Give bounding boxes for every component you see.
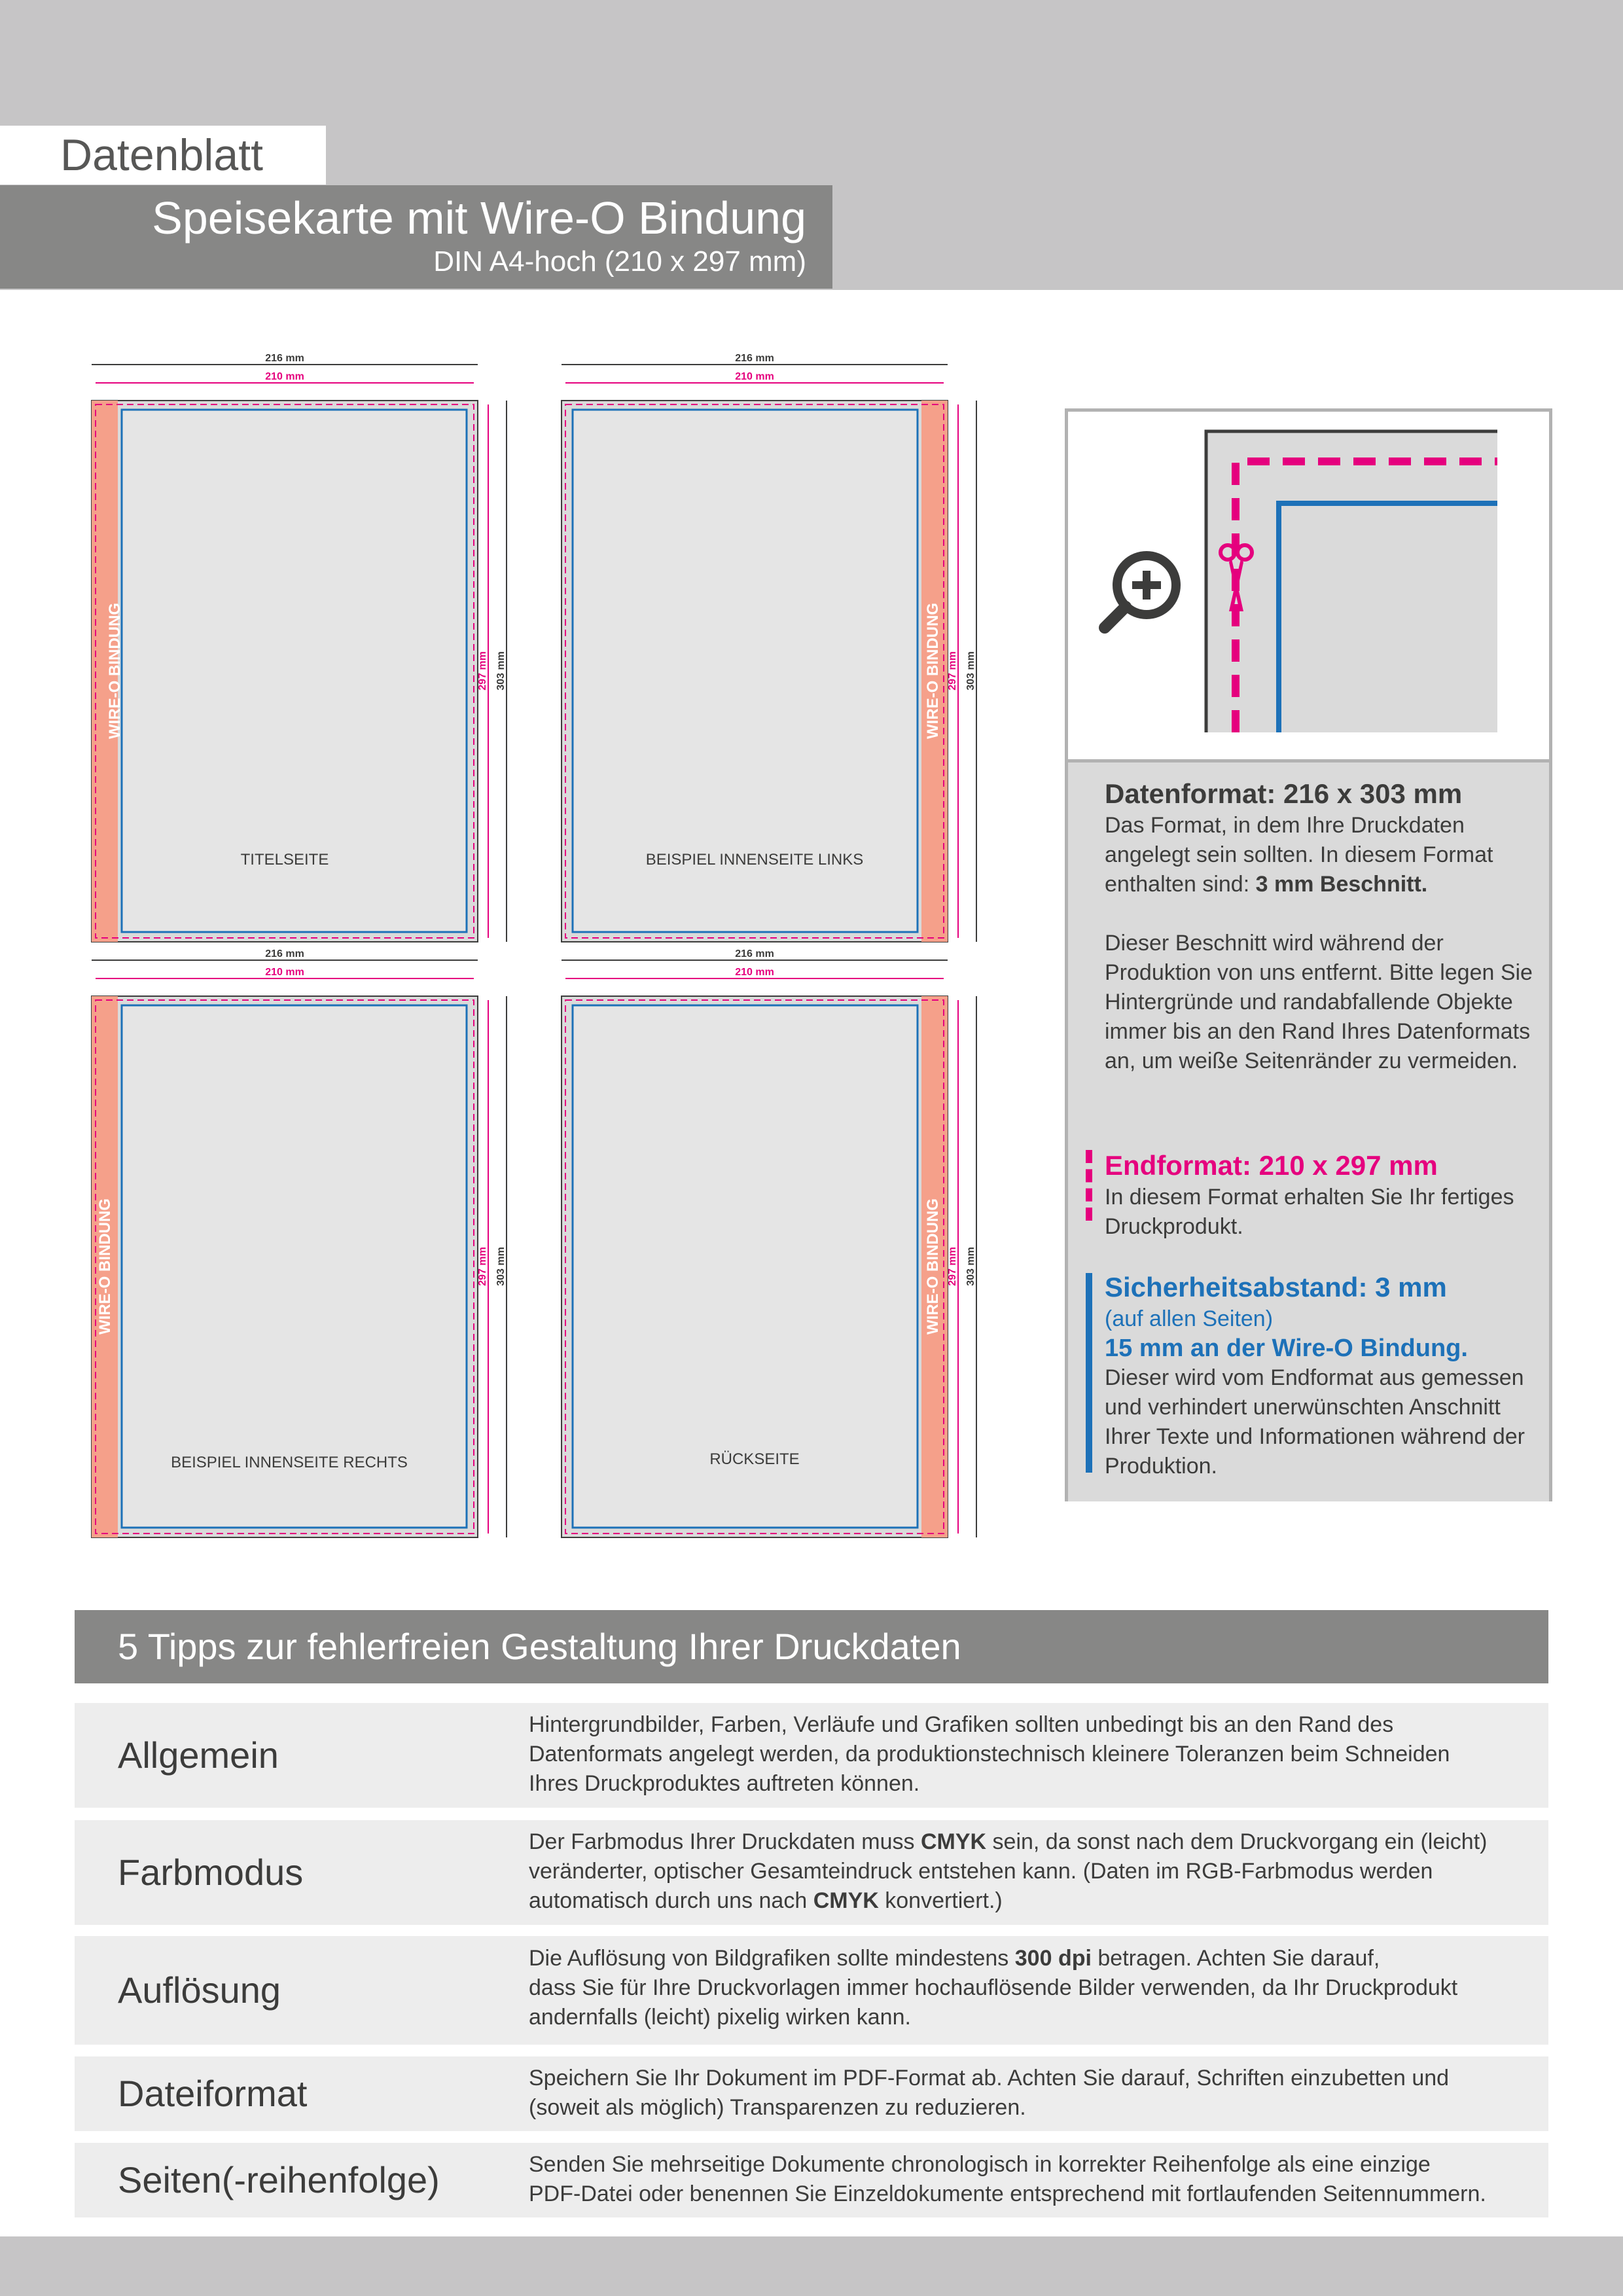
tip-text: Der Farbmodus Ihrer Druckdaten muss CMYK sein, da sonst nach dem Druckvorgang ein (leicht) veränderter, optischer Gesamteindruck entstehen kann. (Daten im RGB-Farbmodus werden automatisch durch uns nach CMYK konvertiert.): [529, 1829, 1488, 1913]
datenformat-text: Das Format, in dem Ihre Druckdaten angelegt sein sollten. In diesem Format enthalten sind: 3 mm Beschnitt.: [1105, 813, 1493, 897]
magnifier-plus-icon: [1105, 556, 1176, 628]
page-title: Speisekarte mit Wire-O Bindung: [152, 192, 806, 243]
dim-297-label: 297 mm: [477, 651, 488, 691]
wire-o-label: WIRE-O BINDUNG: [96, 1198, 114, 1335]
sheet-innenseite-links: [555, 350, 993, 949]
sheet-innenseite-rechts: [85, 946, 524, 1545]
tip-text: Hintergrundbilder, Farben, Verläufe und Grafiken sollten unbedingt bis an den Rand des Datenformats angelegt werden, da produktionstechnisch kleinere Toleranzen beim Schneiden Ihres Druckproduktes auftreten können.: [529, 1712, 1450, 1796]
datenformat-block: [1105, 777, 1543, 1076]
tip-row-aufloesung: [75, 1936, 1548, 2045]
endformat-block: [1105, 1149, 1543, 1242]
dim-297-label: 297 mm: [947, 1247, 958, 1286]
sicherheit-text: Dieser wird vom Endformat aus gemessen und verhindert unerwünschten Anschnitt Ihrer Texte und Informationen während der Produktion.: [1105, 1365, 1525, 1479]
dim-297-label: 297 mm: [947, 651, 958, 691]
wire-o-label: WIRE-O BINDUNG: [924, 603, 942, 739]
page-label: TITELSEITE: [240, 851, 329, 869]
safe-area: [122, 1005, 467, 1528]
dim-210-label: 210 mm: [265, 967, 304, 978]
sicherheit-bold: 15 mm an der Wire-O Bindung.: [1105, 1335, 1468, 1362]
endformat-marker: [1086, 1150, 1099, 1221]
zoom-detail: [1068, 412, 1549, 757]
page-label: RÜCKSEITE: [709, 1450, 800, 1468]
page-label: BEISPIEL INNENSEITE RECHTS: [171, 1454, 408, 1471]
dim-303-label: 303 mm: [965, 651, 976, 691]
page-subtitle: DIN A4-hoch (210 x 297 mm): [433, 245, 806, 278]
page-label: BEISPIEL INNENSEITE LINKS: [645, 851, 864, 869]
dim-height: [477, 401, 507, 942]
datenformat-text-2: Dieser Beschnitt wird während der Produktion von uns entfernt. Bitte legen Sie Hintergründe und randabfallende Objekte immer bis an den Rand Ihres Datenformats an, um weiße Seitenränder zu vermeiden.: [1105, 931, 1533, 1073]
datenformat-title: Datenformat: 216 x 303 mm: [1105, 778, 1463, 809]
dim-210-label: 210 mm: [735, 967, 774, 978]
endformat-title: Endformat: 210 x 297 mm: [1105, 1150, 1438, 1181]
datenblatt-tab: Datenblatt: [0, 126, 326, 185]
sicherheit-sub: (auf allen Seiten): [1105, 1306, 1274, 1331]
tip-row-allgemein: [75, 1703, 1548, 1808]
dim-216-label: 216 mm: [735, 948, 774, 960]
tip-title: Dateiformat: [118, 2073, 308, 2114]
tip-row-dateiformat: [75, 2056, 1548, 2131]
sicherheit-marker: [1086, 1273, 1092, 1473]
tip-title: Auflösung: [118, 1969, 281, 2011]
sheet-titelseite: [85, 350, 524, 949]
tip-title: Allgemein: [118, 1734, 279, 1776]
dim-216-label: 216 mm: [265, 948, 304, 960]
dim-210-label: 210 mm: [265, 371, 304, 382]
tip-text: Die Auflösung von Bildgrafiken sollte mindestens 300 dpi betragen. Achten Sie darauf, dass Sie für Ihre Druckvorlagen immer hochauflösende Bilder verwenden, da Ihr Druckprodukt andernfalls (leicht) pixelig wirken kann.: [529, 1946, 1458, 2030]
endformat-text: In diesem Format erhalten Sie Ihr fertiges Druckprodukt.: [1105, 1185, 1514, 1239]
dim-width-outer: [92, 353, 478, 365]
wire-o-label: WIRE-O BINDUNG: [106, 603, 124, 739]
dim-303-label: 303 mm: [965, 1247, 976, 1286]
title-box: [0, 185, 832, 289]
tip-row-seiten: [75, 2143, 1548, 2217]
tip-title: Farbmodus: [118, 1852, 304, 1893]
dim-303-label: 303 mm: [495, 1247, 507, 1286]
bottom-band: [0, 2236, 1623, 2296]
tip-text: Senden Sie mehrseitige Dokumente chronologisch in korrekter Reihenfolge als eine einzige PDF-Datei oder benennen Sie Einzeldokumente entsprechend mit fortlaufenden Seitennummern.: [529, 2152, 1486, 2206]
corner-detail-illustration: [1068, 412, 1549, 757]
dim-width-inner: [96, 371, 474, 383]
sicherheit-block: [1105, 1270, 1543, 1481]
dim-216-label: 216 mm: [735, 353, 774, 364]
tip-text: Speichern Sie Ihr Dokument im PDF-Format ab. Achten Sie darauf, Schriften einzubetten und (soweit als möglich) Transparenzen zu reduzieren.: [529, 2066, 1450, 2120]
tip-title: Seiten(-reihenfolge): [118, 2159, 440, 2200]
sicherheit-title: Sicherheitsabstand: 3 mm: [1105, 1272, 1447, 1302]
dim-303-label: 303 mm: [495, 651, 507, 691]
tips-header: 5 Tipps zur fehlerfreien Gestaltung Ihrer Druckdaten: [75, 1610, 1548, 1683]
wire-o-label: WIRE-O BINDUNG: [924, 1198, 942, 1335]
sheet-rueckseite: [555, 946, 993, 1545]
info-text-area: [1068, 759, 1549, 1501]
dim-210-label: 210 mm: [735, 371, 774, 382]
tip-row-farbmodus: [75, 1820, 1548, 1925]
dim-216-label: 216 mm: [265, 353, 304, 364]
dim-297-label: 297 mm: [477, 1247, 488, 1286]
safe-area: [573, 1005, 918, 1528]
info-panel: [1065, 408, 1552, 1501]
